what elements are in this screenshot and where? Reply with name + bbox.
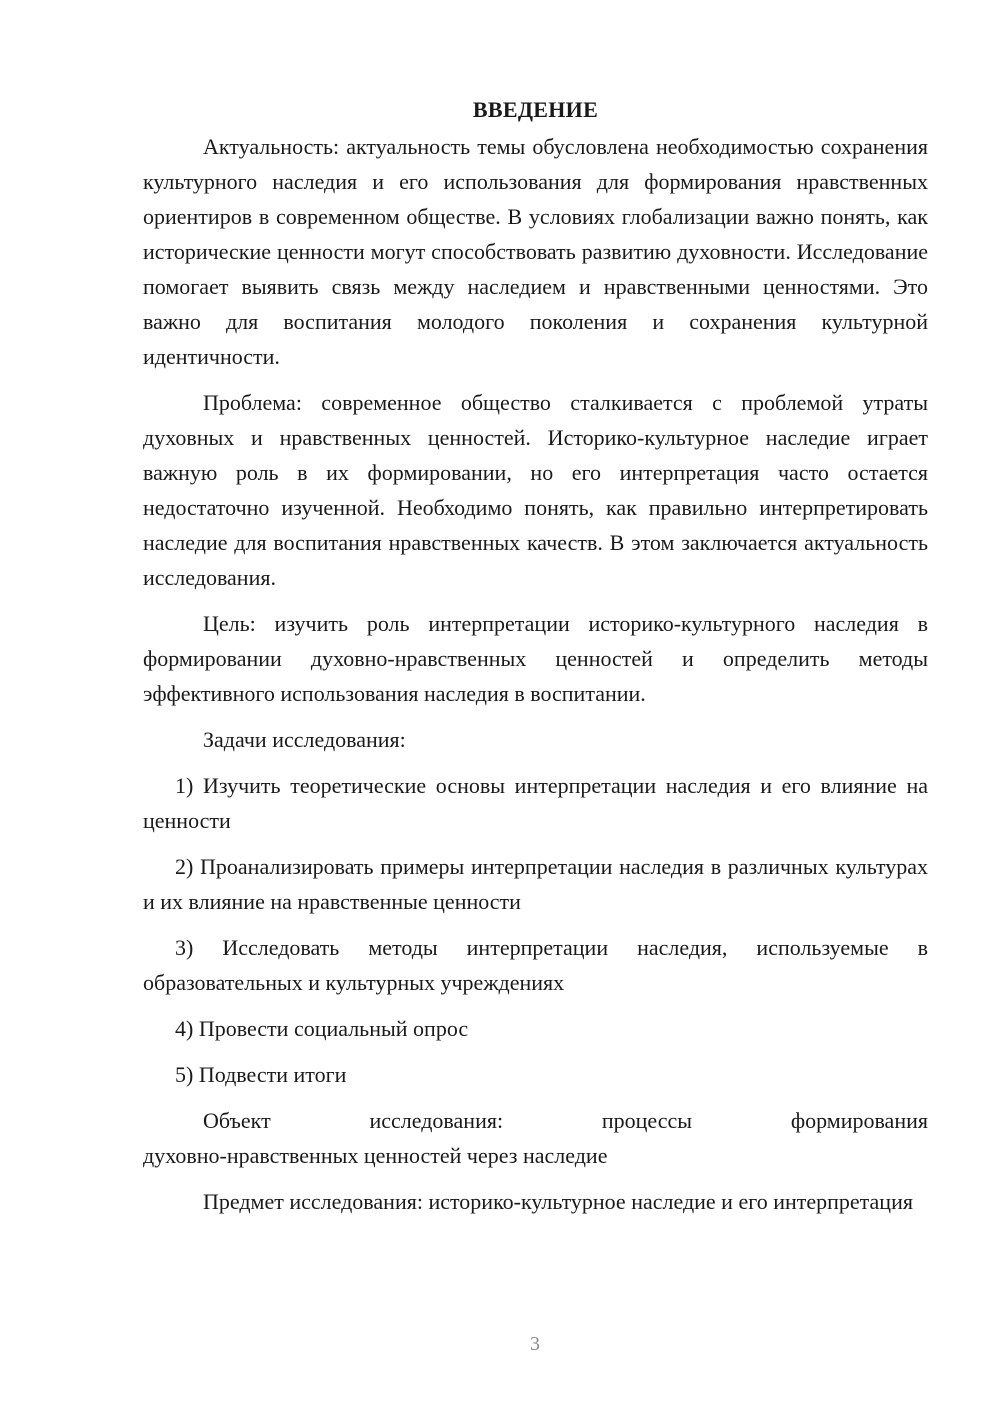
object-word-4: формирования xyxy=(790,1108,928,1133)
page-title: ВВЕДЕНИЕ xyxy=(472,97,599,122)
task-item-3: 3) Исследовать методы интерпретации наследия, используемые в образовательных и культурных учреждениях xyxy=(143,935,928,995)
goal-paragraph: Цель: изучить роль интерпретации историко-культурного наследия в формировании духовно-нравственных ценностей и определить методы эффективного использования наследия в воспитании. xyxy=(143,611,928,706)
task-item-1: 1) Изучить теоретические основы интерпретации наследия и его влияние на ценности xyxy=(143,773,928,833)
task-item-4: 4) Провести социальный опрос xyxy=(175,1016,469,1041)
object-continuation: духовно-нравственных ценностей через наследие xyxy=(143,1143,608,1168)
task-item-2: 2) Проанализировать примеры интерпретации наследия в различных культурах и их влияние на нравственные ценности xyxy=(143,854,928,914)
document-body xyxy=(143,92,928,1230)
subject-paragraph: Предмет исследования: историко-культурное наследие и его интерпретация xyxy=(203,1189,913,1214)
tasks-heading: Задачи исследования: xyxy=(203,727,406,752)
page-number: 3 xyxy=(530,1333,540,1355)
problem-paragraph: Проблема: современное общество сталкивается с проблемой утраты духовных и нравственных ценностей. Историко-культурное наследие играет важную роль в их формировании, но его интерпретация часто остается недостаточно изученной. Необходимо понять, как правильно интерпретировать наследие для воспитания нравственных качеств. В этом заключается актуальность исследования. xyxy=(143,390,928,590)
object-paragraph xyxy=(143,1103,928,1173)
object-word-2: исследования: xyxy=(369,1108,504,1133)
object-first-line xyxy=(143,1103,928,1138)
relevance-paragraph: Актуальность: актуальность темы обусловлена необходимостью сохранения культурного наследия и его использования для формирования нравственных ориентиров в современном обществе. В условиях глобализации важно понять, как исторические ценности могут способствовать развитию духовности. Исследование помогает выявить связь между наследием и нравственными ценностями. Это важно для воспитания молодого поколения и сохранения культурной идентичности. xyxy=(143,134,928,369)
object-word-1: Объект xyxy=(203,1108,271,1133)
object-word-3: процессы xyxy=(601,1108,693,1133)
task-item-5: 5) Подвести итоги xyxy=(175,1062,347,1087)
